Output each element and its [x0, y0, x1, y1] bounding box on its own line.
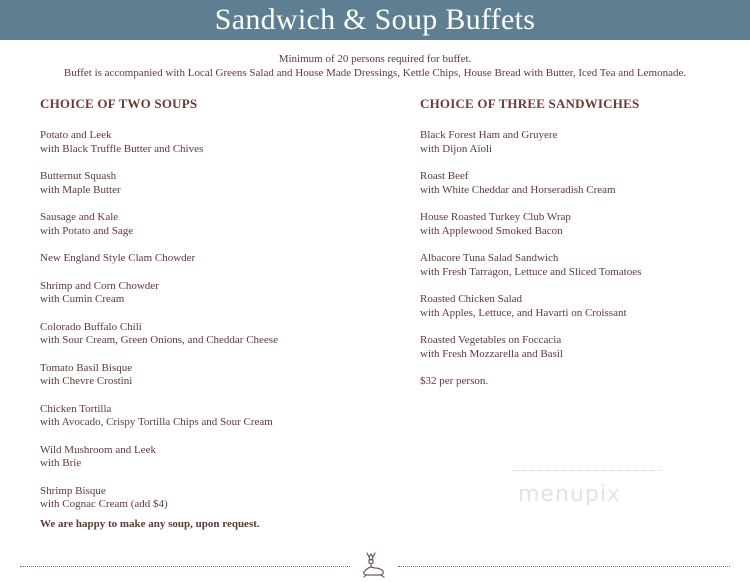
- soup-name: Shrimp Bisque: [40, 484, 106, 497]
- sandwiches-heading: CHOICE OF THREE SANDWICHES: [420, 96, 640, 111]
- soup-name: Potato and Leek: [40, 129, 112, 141]
- soup-desc: with Cumin Cream: [40, 293, 125, 305]
- sandwich-price: $32 per person.: [420, 375, 489, 387]
- soup-name: Shrimp and Corn Chowder: [40, 279, 159, 292]
- soup-name: Chicken Tortilla: [40, 402, 112, 415]
- sandwich-name: Albacore Tuna Salad Sandwich: [420, 252, 559, 264]
- soup-desc: with Brie: [40, 457, 82, 469]
- sandwich-desc: with Fresh Mozzarella and Basil: [420, 347, 563, 360]
- sandwich-desc: with Fresh Tarragon, Lettuce and Sliced Tomatoes: [420, 265, 642, 278]
- footer-divider-right: [398, 566, 730, 567]
- sandwich-name: Roasted Vegetables on Foccacia: [420, 334, 562, 346]
- watermark: [512, 470, 662, 520]
- sandwich-name: House Roasted Turkey Club Wrap: [420, 211, 571, 223]
- intro-block: [0, 52, 750, 80]
- sandwich-name: Roast Beef: [420, 170, 469, 182]
- soups-column: [40, 96, 380, 531]
- page-header: [0, 0, 750, 40]
- soup-desc: with Chevre Crostini: [40, 375, 133, 387]
- soup-item: [40, 321, 380, 348]
- sandwich-item: [420, 252, 740, 279]
- sandwich-name: Black Forest Ham and Gruyere: [420, 129, 558, 141]
- soup-item: [40, 280, 380, 307]
- sandwich-desc: with Applewood Smoked Bacon: [420, 224, 563, 237]
- soup-name: New England Style Clam Chowder: [40, 252, 196, 264]
- soup-item: [40, 444, 380, 471]
- watermark-divider: [512, 470, 662, 471]
- soup-desc: with Potato and Sage: [40, 224, 134, 237]
- soup-name: Butternut Squash: [40, 170, 117, 182]
- soup-item: [40, 129, 380, 156]
- soups-heading: CHOICE OF TWO SOUPS: [40, 96, 198, 111]
- soup-name: Tomato Basil Bisque: [40, 361, 133, 374]
- soup-name: Sausage and Kale: [40, 211, 119, 223]
- sandwich-item: [420, 293, 740, 320]
- soup-item: [40, 403, 380, 430]
- sandwich-desc: with Apples, Lettuce, and Havarti on Croissant: [420, 306, 627, 319]
- page-title: Sandwich & Soup Buffets: [214, 3, 536, 36]
- sandwich-name: Roasted Chicken Salad: [420, 293, 523, 305]
- soup-item: [40, 252, 380, 266]
- sandwich-item: [420, 334, 740, 361]
- sandwich-item: [420, 170, 740, 197]
- soup-item: [40, 211, 380, 238]
- sandwich-desc: with White Cheddar and Horseradish Cream: [420, 183, 616, 196]
- soup-item: [40, 362, 380, 389]
- sandwich-item: [420, 129, 740, 156]
- soup-name: Wild Mushroom and Leek: [40, 443, 156, 456]
- sandwich-desc: with Dijon Aïoli: [420, 142, 493, 155]
- sandwich-item: [420, 211, 740, 238]
- soup-desc: with Sour Cream, Green Onions, and Cheddar Cheese: [40, 334, 278, 346]
- intro-minimum: Minimum of 20 persons required for buffet.: [278, 53, 472, 65]
- soup-desc: with Black Truffle Butter and Chives: [40, 142, 204, 155]
- soup-desc: with Maple Butter: [40, 183, 121, 196]
- soup-desc: with Cognac Cream (add $4): [40, 498, 168, 510]
- watermark-text: menupix: [518, 482, 621, 507]
- footer-divider-left: [20, 566, 350, 567]
- deer-icon: [353, 550, 393, 578]
- soup-item: [40, 170, 380, 197]
- soup-desc: with Avocado, Crispy Tortilla Chips and Sour Cream: [40, 416, 273, 428]
- soups-footnote: We are happy to make any soup, upon request.: [40, 517, 260, 530]
- intro-accompaniments: Buffet is accompanied with Local Greens Salad and House Made Dressings, Kettle Chips, House Bread with Butter, Iced Tea and Lemonade.: [63, 67, 687, 79]
- sandwiches-column: [420, 96, 740, 389]
- soup-item: [40, 485, 380, 512]
- soup-name: Colorado Buffalo Chili: [40, 320, 142, 333]
